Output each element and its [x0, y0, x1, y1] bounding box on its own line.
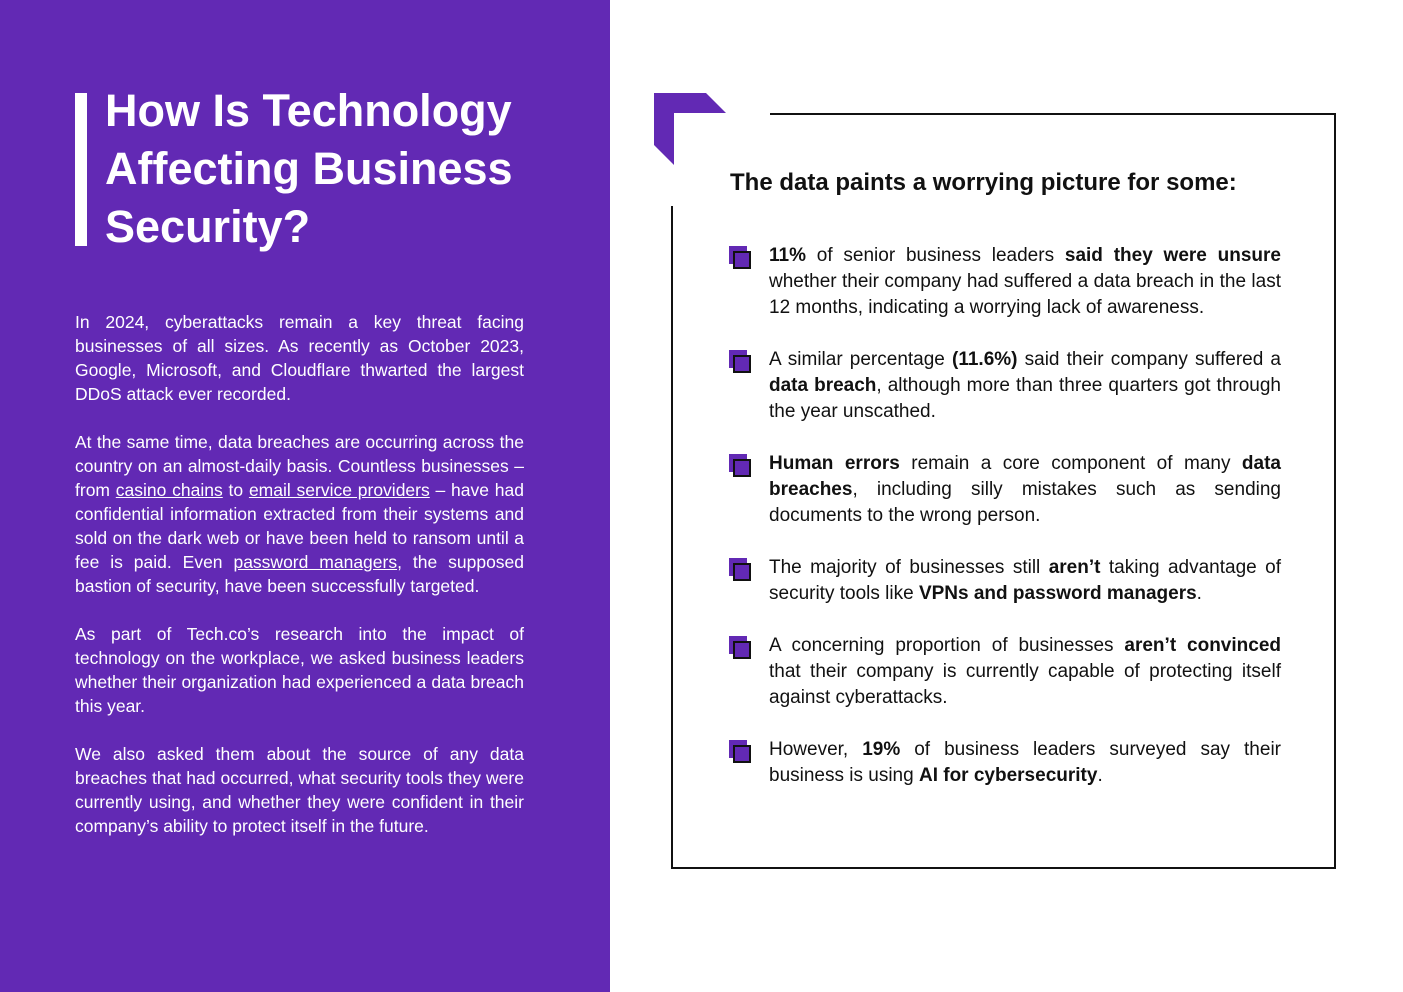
title-line-1: How Is Technology	[105, 85, 512, 136]
casino-chains-link[interactable]: casino chains	[115, 480, 223, 500]
page-title	[105, 82, 575, 256]
list-item	[729, 347, 1281, 425]
list-item	[729, 633, 1281, 711]
stat-text: 11% of senior business leaders said they were unsure whether their company had suffered a data breach in the last 12 months, indicating a worrying lack of awareness.	[769, 245, 1282, 318]
title-line-2: Affecting Business	[105, 143, 513, 194]
stat-text: A similar percentage (11.6%) said their company suffered a data breach, although more than three quarters got through the year unscathed.	[769, 349, 1281, 422]
paragraph-2-text-d: , the supposed bastion of security, have been successfully targeted.	[75, 552, 525, 596]
square-bullet-icon	[729, 558, 751, 580]
square-bullet-icon	[729, 454, 751, 476]
list-item	[729, 451, 1281, 529]
intro-paragraph-2	[75, 430, 524, 598]
list-item	[729, 243, 1281, 321]
card-heading: The data paints a worrying picture for some:	[730, 169, 1237, 196]
stat-text: However, 19% of business leaders surveyed say their business is using AI for cybersecurity.	[769, 739, 1281, 786]
email-service-providers-link[interactable]: email service providers	[248, 480, 430, 500]
stat-list	[729, 243, 1281, 815]
intro-paragraph-1: In 2024, cyberattacks remain a key threat facing businesses of all sizes. As recently as October 2023, Google, Microsoft, and Cloudflare thwarted the largest DDoS attack ever recorded.	[75, 312, 524, 404]
stat-text: A concerning proportion of businesses aren’t convinced that their company is currently capable of protecting itself against cyberattacks.	[769, 635, 1281, 708]
password-managers-link[interactable]: password managers	[233, 552, 398, 572]
square-bullet-icon	[729, 246, 751, 268]
paragraph-2-text-a: At the same time, data breaches are occurring across the country on an almost-daily basis. Countless businesses – from	[75, 432, 524, 500]
paragraph-2-text-b: to	[222, 480, 249, 500]
corner-bracket-icon	[654, 93, 734, 168]
stat-text: Human errors remain a core component of many data breaches, including silly mistakes such as sending documents to the wrong person.	[769, 453, 1281, 526]
intro-paragraph-4: We also asked them about the source of any data breaches that had occurred, what security tools they were currently using, and whether they were confident in their company’s ability to protect itself in the future.	[75, 744, 524, 836]
intro-paragraph-3: As part of Tech.co’s research into the impact of technology on the workplace, we asked business leaders whether their organization had experienced a data breach this year.	[75, 624, 524, 716]
stat-text: The majority of businesses still aren’t taking advantage of security tools like VPNs and password managers.	[769, 557, 1281, 604]
intro-text	[75, 310, 524, 862]
square-bullet-icon	[729, 636, 751, 658]
list-item	[729, 555, 1281, 607]
square-bullet-icon	[729, 350, 751, 372]
paragraph-2-text-c: – have had confidential information extracted from their systems and sold on the dark web or have been held to ransom until a fee is paid. Even	[75, 480, 524, 572]
title-line-3: Security?	[105, 201, 311, 252]
left-panel	[0, 0, 610, 992]
title-accent-bar	[75, 93, 87, 246]
list-item	[729, 737, 1281, 789]
square-bullet-icon	[729, 740, 751, 762]
